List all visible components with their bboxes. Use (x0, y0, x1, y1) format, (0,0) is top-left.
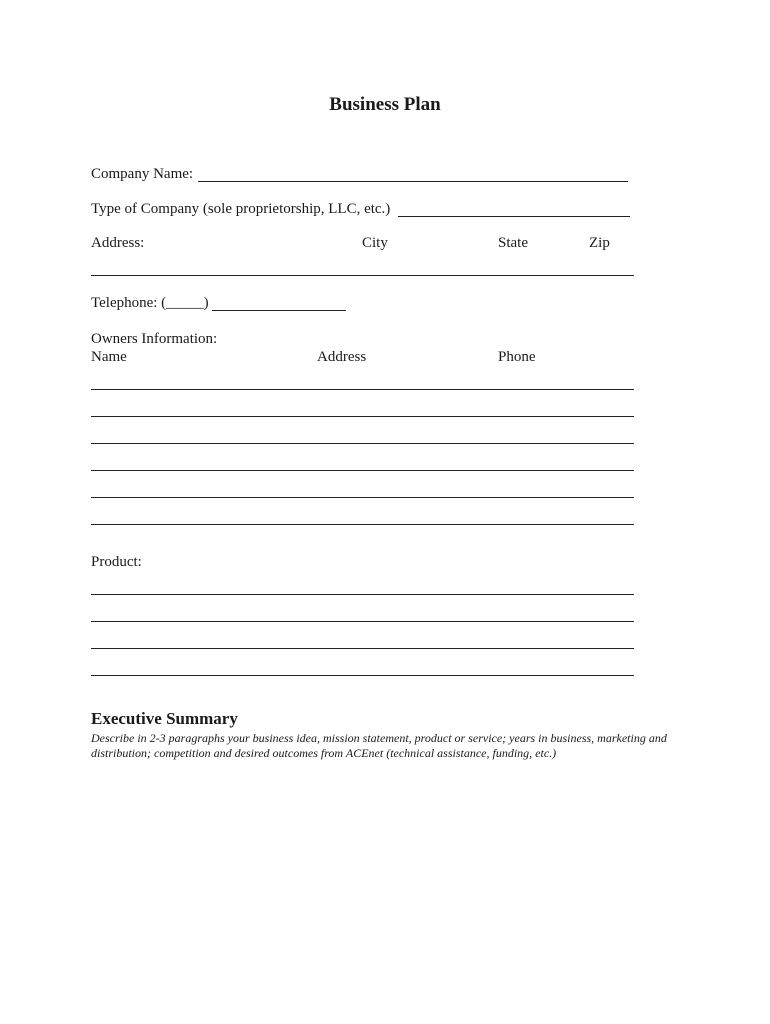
company-type-label: Type of Company (sole proprietorship, LLC, etc.) (91, 201, 391, 217)
address-field[interactable] (91, 275, 634, 276)
owner-line-6[interactable] (91, 524, 634, 525)
owners-heading: Owners Information: (91, 331, 218, 347)
executive-summary-instructions: Describe in 2-3 paragraphs your business idea, mission statement, product or service; years in business, marketing and distribution; competition and desired outcomes from ACEnet (technical assistance, funding, etc.) (91, 731, 667, 760)
company-type-field[interactable] (398, 216, 630, 217)
telephone-label: Telephone: (_____) (91, 295, 209, 311)
owner-line-5[interactable] (91, 497, 634, 498)
page-title: Business Plan (329, 94, 441, 115)
zip-label: Zip (589, 235, 610, 251)
product-line-2[interactable] (91, 621, 634, 622)
executive-summary-heading: Executive Summary (91, 709, 238, 728)
owners-col-address: Address (317, 349, 367, 365)
product-line-1[interactable] (91, 594, 634, 595)
product-label: Product: (91, 554, 142, 570)
owner-line-2[interactable] (91, 416, 634, 417)
address-label: Address: (91, 235, 145, 251)
product-line-4[interactable] (91, 675, 634, 676)
owner-line-3[interactable] (91, 443, 634, 444)
owner-line-1[interactable] (91, 389, 634, 390)
telephone-field[interactable] (212, 310, 346, 311)
owner-line-4[interactable] (91, 470, 634, 471)
owners-col-name: Name (91, 349, 127, 365)
product-line-3[interactable] (91, 648, 634, 649)
owners-col-phone: Phone (498, 349, 536, 365)
state-label: State (498, 235, 528, 251)
company-name-field[interactable] (198, 181, 628, 182)
city-label: City (362, 235, 388, 251)
company-name-label: Company Name: (91, 166, 194, 182)
